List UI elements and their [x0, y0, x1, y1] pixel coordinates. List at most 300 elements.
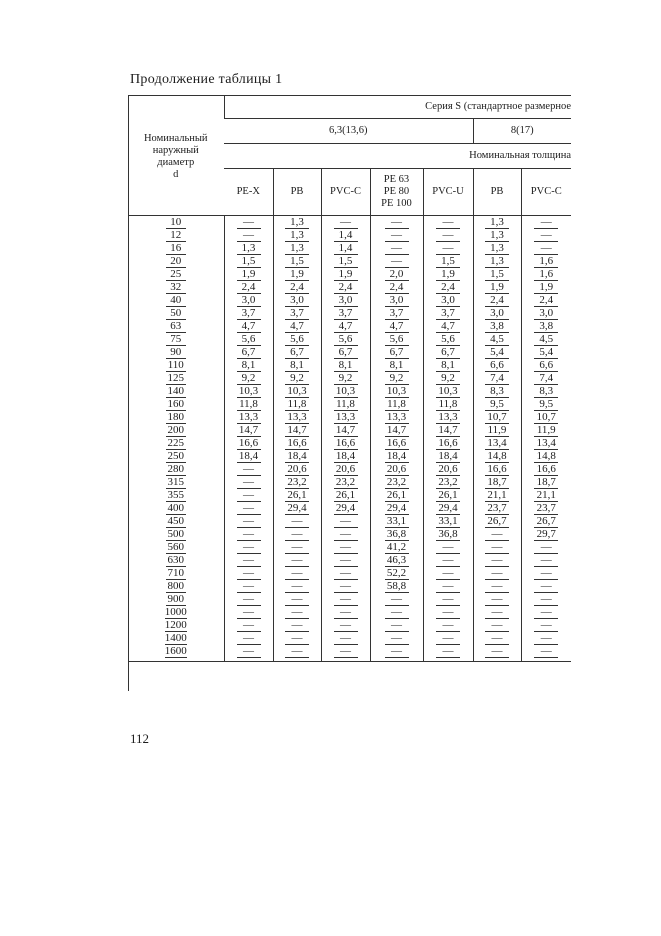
cell-value: 16,6 [534, 463, 558, 476]
table-row [128, 346, 571, 359]
thickness-cell [321, 307, 370, 320]
cell-value: 29,4 [436, 502, 460, 515]
thickness-cell [423, 216, 473, 229]
thickness-cell [321, 229, 370, 242]
thickness-cell [321, 281, 370, 294]
cell-value: 16 [166, 242, 186, 255]
cell-value: 1,9 [534, 281, 558, 294]
cell-value: 400 [167, 502, 184, 514]
cell-value: 1,3 [485, 255, 509, 268]
thickness-cell [521, 528, 571, 541]
diameter-cell [128, 307, 224, 320]
cell-value: 1,3 [285, 242, 309, 255]
cell-value: 29,7 [534, 528, 558, 541]
cell-value: 58,8 [385, 580, 409, 593]
diameter-cell [128, 515, 224, 528]
cell-value: 23,7 [534, 502, 558, 515]
cell-value: 8,1 [385, 359, 409, 372]
cell-value: — [385, 229, 409, 242]
thickness-cell [273, 632, 321, 645]
cell-value: 6,7 [385, 346, 409, 359]
cell-value: 8,1 [436, 359, 460, 372]
cell-value: 12 [166, 229, 186, 242]
thickness-cell [321, 606, 370, 619]
thickness-cell [224, 229, 273, 242]
cell-value: 6,6 [534, 359, 558, 372]
thickness-cell [370, 437, 423, 450]
cell-value: 14,7 [237, 424, 261, 437]
thickness-cell [521, 632, 571, 645]
thickness-cell [423, 307, 473, 320]
thickness-cell [370, 580, 423, 593]
cell-value: 5,4 [485, 346, 509, 359]
thickness-cell [370, 541, 423, 554]
cell-value: — [237, 502, 261, 515]
cell-value: — [485, 606, 509, 619]
diameter-cell [128, 385, 224, 398]
thickness-cell [423, 476, 473, 489]
thickness-cell [423, 567, 473, 580]
cell-value: — [334, 554, 358, 567]
thickness-cell [473, 411, 521, 424]
cell-value: 1,5 [436, 255, 460, 268]
thickness-cell [273, 554, 321, 567]
thickness-cell [370, 333, 423, 346]
nominal-diameter-line-2: наружный [152, 145, 199, 156]
diameter-cell [128, 216, 224, 229]
thickness-cell [224, 294, 273, 307]
cell-value: 26,1 [285, 489, 309, 502]
cell-value: 20,6 [385, 463, 409, 476]
thickness-cell [473, 372, 521, 385]
thickness-cell [423, 398, 473, 411]
cell-value: — [534, 242, 558, 255]
thickness-cell [273, 619, 321, 632]
cell-value: — [334, 515, 358, 528]
cell-value: 8,3 [534, 385, 558, 398]
cell-value: 1,9 [285, 268, 309, 281]
cell-value: 10,3 [237, 385, 261, 398]
thickness-cell [321, 437, 370, 450]
table-header [128, 95, 571, 216]
thickness-cell [224, 333, 273, 346]
table-row [128, 242, 571, 255]
cell-value: — [485, 632, 509, 645]
thickness-cell [273, 476, 321, 489]
table-caption: Продолжение таблицы 1 [130, 72, 283, 87]
cell-value: — [436, 645, 460, 658]
thickness-cell [273, 424, 321, 437]
table-row [128, 372, 571, 385]
cell-value: — [237, 606, 261, 619]
thickness-cell [423, 437, 473, 450]
thickness-cell [273, 567, 321, 580]
table-row [128, 645, 571, 662]
diameter-cell [128, 645, 224, 662]
thickness-cell [273, 606, 321, 619]
cell-value: 5,6 [237, 333, 261, 346]
cell-value: 20 [166, 255, 186, 268]
column-header: PE 63 PE 80 PE 100 [370, 169, 423, 216]
thickness-cell [321, 424, 370, 437]
thickness-cell [273, 580, 321, 593]
thickness-cell [273, 216, 321, 229]
thickness-cell [473, 619, 521, 632]
cell-value: 1,3 [285, 229, 309, 242]
cell-value: 13,4 [534, 437, 558, 450]
thickness-cell [224, 502, 273, 515]
thickness-cell [321, 294, 370, 307]
thickness-cell [370, 645, 423, 662]
thickness-cell [224, 450, 273, 463]
cell-value: 1,9 [237, 268, 261, 281]
cell-value: 1,5 [285, 255, 309, 268]
thickness-cell [473, 502, 521, 515]
cell-value: 11,9 [534, 424, 558, 437]
thickness-cell [473, 385, 521, 398]
cell-value: — [237, 567, 261, 580]
thickness-cell [423, 294, 473, 307]
cell-value: 8,1 [334, 359, 358, 372]
thickness-cell [321, 593, 370, 606]
cell-value: — [534, 229, 558, 242]
cell-value: — [436, 554, 460, 567]
cell-value: — [334, 619, 358, 632]
diameter-cell [128, 424, 224, 437]
cell-value: — [334, 580, 358, 593]
thickness-cell [224, 515, 273, 528]
thickness-cell [224, 216, 273, 229]
cell-value: — [534, 216, 558, 229]
cell-value: 16,6 [485, 463, 509, 476]
nominal-diameter-line-3: диаметр [157, 157, 195, 168]
diameter-cell [128, 554, 224, 567]
table-row [128, 632, 571, 645]
thickness-cell [521, 489, 571, 502]
cell-value: 16,6 [436, 437, 460, 450]
table-row [128, 424, 571, 437]
thickness-cell [321, 541, 370, 554]
cell-value: 14,8 [534, 450, 558, 463]
diameter-cell [128, 229, 224, 242]
thickness-cell [273, 515, 321, 528]
cell-value: — [285, 515, 309, 528]
thickness-cell [423, 385, 473, 398]
thickness-cell [423, 320, 473, 333]
thickness-cell [273, 541, 321, 554]
thickness-cell [473, 593, 521, 606]
cell-value: 2,4 [436, 281, 460, 294]
thickness-cell [473, 489, 521, 502]
thickness-cell [224, 437, 273, 450]
cell-value: 3,7 [436, 307, 460, 320]
cell-value: 9,5 [485, 398, 509, 411]
thickness-cell [321, 476, 370, 489]
cell-value: 41,2 [385, 541, 409, 554]
table-row [128, 489, 571, 502]
cell-value: 36,8 [436, 528, 460, 541]
cell-value: — [334, 216, 358, 229]
cell-value: — [237, 619, 261, 632]
cell-value: 3,8 [534, 320, 558, 333]
cell-value: 355 [167, 489, 184, 501]
cell-value: 6,7 [436, 346, 460, 359]
thickness-cell [521, 606, 571, 619]
cell-value: — [436, 580, 460, 593]
thickness-cell [224, 645, 273, 662]
thickness-cell [521, 463, 571, 476]
thickness-cell [273, 450, 321, 463]
thickness-cell [423, 281, 473, 294]
thickness-cell [370, 359, 423, 372]
cell-value: 7,4 [534, 372, 558, 385]
cell-value: — [534, 632, 558, 645]
cell-value: 500 [167, 528, 184, 540]
cell-value: 1600 [164, 645, 187, 657]
table-row [128, 307, 571, 320]
cell-value: 3,0 [436, 294, 460, 307]
cell-value: 4,5 [534, 333, 558, 346]
thickness-cell [423, 515, 473, 528]
thickness-cell [273, 346, 321, 359]
thickness-cell [273, 645, 321, 662]
cell-value: — [534, 567, 558, 580]
cell-value: 11,8 [237, 398, 261, 411]
thickness-cell [423, 463, 473, 476]
thickness-cell [370, 554, 423, 567]
thickness-cell [224, 554, 273, 567]
thickness-cell [224, 463, 273, 476]
thickness-cell [473, 463, 521, 476]
cell-value: — [237, 476, 261, 489]
cell-value: 18,4 [237, 450, 261, 463]
thickness-cell [473, 281, 521, 294]
cell-value: 3,7 [285, 307, 309, 320]
cell-value: 3,8 [485, 320, 509, 333]
thickness-cell [521, 411, 571, 424]
thickness-cell [370, 346, 423, 359]
cell-value: 4,7 [237, 320, 261, 333]
cell-value: — [485, 554, 509, 567]
thickness-cell [370, 619, 423, 632]
cell-value: 1,3 [237, 242, 261, 255]
data-table [128, 216, 571, 662]
thickness-cell [273, 385, 321, 398]
thickness-cell [224, 593, 273, 606]
thickness-cell [370, 320, 423, 333]
thickness-cell [273, 528, 321, 541]
thickness-cell [321, 489, 370, 502]
thickness-cell [321, 567, 370, 580]
thickness-cell [521, 346, 571, 359]
thickness-cell [473, 229, 521, 242]
cell-value: 1,5 [485, 268, 509, 281]
diameter-cell [128, 502, 224, 515]
thickness-cell [521, 580, 571, 593]
cell-value: 26,1 [436, 489, 460, 502]
thickness-cell [273, 307, 321, 320]
thickness-cell [521, 229, 571, 242]
diameter-cell [128, 255, 224, 268]
thickness-cell [321, 333, 370, 346]
cell-value: 11,8 [436, 398, 460, 411]
cell-value: 33,1 [436, 515, 460, 528]
cell-value: — [385, 632, 409, 645]
cell-value: 14,7 [436, 424, 460, 437]
diameter-cell [128, 437, 224, 450]
cell-value: 13,3 [334, 411, 358, 424]
cell-value: 2,0 [385, 268, 409, 281]
thickness-cell [273, 229, 321, 242]
table-row [128, 606, 571, 619]
thickness-cell [473, 580, 521, 593]
diameter-cell [128, 632, 224, 645]
diameter-cell [128, 411, 224, 424]
cell-value: 13,3 [436, 411, 460, 424]
thickness-cell [273, 281, 321, 294]
cell-value: 250 [167, 450, 184, 462]
thickness-cell [521, 307, 571, 320]
cell-value: 2,4 [237, 281, 261, 294]
thickness-cell [521, 281, 571, 294]
cell-value: 180 [167, 411, 184, 423]
table-row [128, 541, 571, 554]
cell-value: 800 [167, 580, 184, 592]
table-row [128, 567, 571, 580]
diameter-cell [128, 450, 224, 463]
cell-value: 16,6 [334, 437, 358, 450]
thickness-cell [423, 450, 473, 463]
cell-value: — [285, 580, 309, 593]
cell-value: 9,2 [285, 372, 309, 385]
thickness-cell [370, 294, 423, 307]
cell-value: — [534, 619, 558, 632]
table-row [128, 554, 571, 567]
thickness-cell [473, 268, 521, 281]
thickness-cell [521, 567, 571, 580]
cell-value: 3,0 [334, 294, 358, 307]
cell-value: — [385, 606, 409, 619]
cell-value: 18,7 [534, 476, 558, 489]
cell-value: — [485, 567, 509, 580]
nominal-diameter-line-4: d [173, 169, 179, 180]
cell-value: 1,6 [534, 255, 558, 268]
table-row [128, 255, 571, 268]
table-row [128, 294, 571, 307]
thickness-cell [370, 281, 423, 294]
cell-value: 6,6 [485, 359, 509, 372]
cell-value: — [385, 593, 409, 606]
thickness-cell [473, 294, 521, 307]
cell-value: — [285, 619, 309, 632]
thickness-cell [273, 294, 321, 307]
thickness-cell [321, 619, 370, 632]
cell-value: 4,7 [285, 320, 309, 333]
thickness-cell [473, 554, 521, 567]
diameter-cell [128, 619, 224, 632]
thickness-cell [370, 502, 423, 515]
cell-value: — [534, 606, 558, 619]
cell-value: 5,6 [285, 333, 309, 346]
cell-value: — [485, 593, 509, 606]
thickness-cell [473, 632, 521, 645]
cell-value: 2,4 [334, 281, 358, 294]
cell-value: — [285, 645, 309, 658]
cell-value: 900 [167, 593, 184, 605]
cell-value: 1,5 [334, 255, 358, 268]
cell-value: 5,6 [385, 333, 409, 346]
thickness-cell [521, 359, 571, 372]
thickness-cell [473, 359, 521, 372]
cell-value: 10,3 [334, 385, 358, 398]
cell-value: 10 [166, 216, 186, 229]
thickness-cell [273, 372, 321, 385]
thickness-cell [473, 606, 521, 619]
thickness-cell [521, 294, 571, 307]
nominal-diameter-line-1: Номинальный [143, 133, 208, 144]
cell-value: 8,3 [485, 385, 509, 398]
cell-value: — [285, 554, 309, 567]
cell-value: — [237, 541, 261, 554]
cell-value: 18,4 [385, 450, 409, 463]
cell-value: — [285, 541, 309, 554]
cell-value: 23,2 [285, 476, 309, 489]
table-row [128, 437, 571, 450]
thickness-cell [473, 346, 521, 359]
thickness-cell [321, 450, 370, 463]
thickness-cell [370, 567, 423, 580]
cell-value: 2,4 [534, 294, 558, 307]
thickness-cell [321, 372, 370, 385]
series-group-2: 8(17) [473, 119, 571, 144]
thickness-cell [273, 242, 321, 255]
cell-value: — [485, 528, 509, 541]
cell-value: 11,8 [385, 398, 409, 411]
thickness-cell [370, 463, 423, 476]
thickness-cell [521, 255, 571, 268]
thickness-cell [521, 541, 571, 554]
thickness-cell [423, 346, 473, 359]
cell-value: 63 [166, 320, 186, 333]
cell-value: — [385, 255, 409, 268]
thickness-cell [321, 216, 370, 229]
cell-value: 16,6 [285, 437, 309, 450]
thickness-cell [473, 398, 521, 411]
thickness-cell [224, 411, 273, 424]
thickness-cell [370, 255, 423, 268]
cell-value: 1,9 [436, 268, 460, 281]
thickness-cell [521, 476, 571, 489]
cell-value: 11,8 [334, 398, 358, 411]
cell-value: — [436, 567, 460, 580]
thickness-cell [473, 450, 521, 463]
thickness-cell [473, 242, 521, 255]
cell-value: — [237, 489, 261, 502]
cell-value: 16,6 [237, 437, 261, 450]
cell-value: 560 [167, 541, 184, 553]
cell-value: 14,7 [285, 424, 309, 437]
thickness-cell [321, 580, 370, 593]
cell-value: — [385, 645, 409, 658]
thickness-cell [370, 229, 423, 242]
thickness-cell [521, 424, 571, 437]
cell-value: 3,0 [237, 294, 261, 307]
thickness-cell [423, 502, 473, 515]
cell-value: 46,3 [385, 554, 409, 567]
cell-value: 8,1 [237, 359, 261, 372]
thickness-cell [224, 268, 273, 281]
cell-value: 21,1 [485, 489, 509, 502]
